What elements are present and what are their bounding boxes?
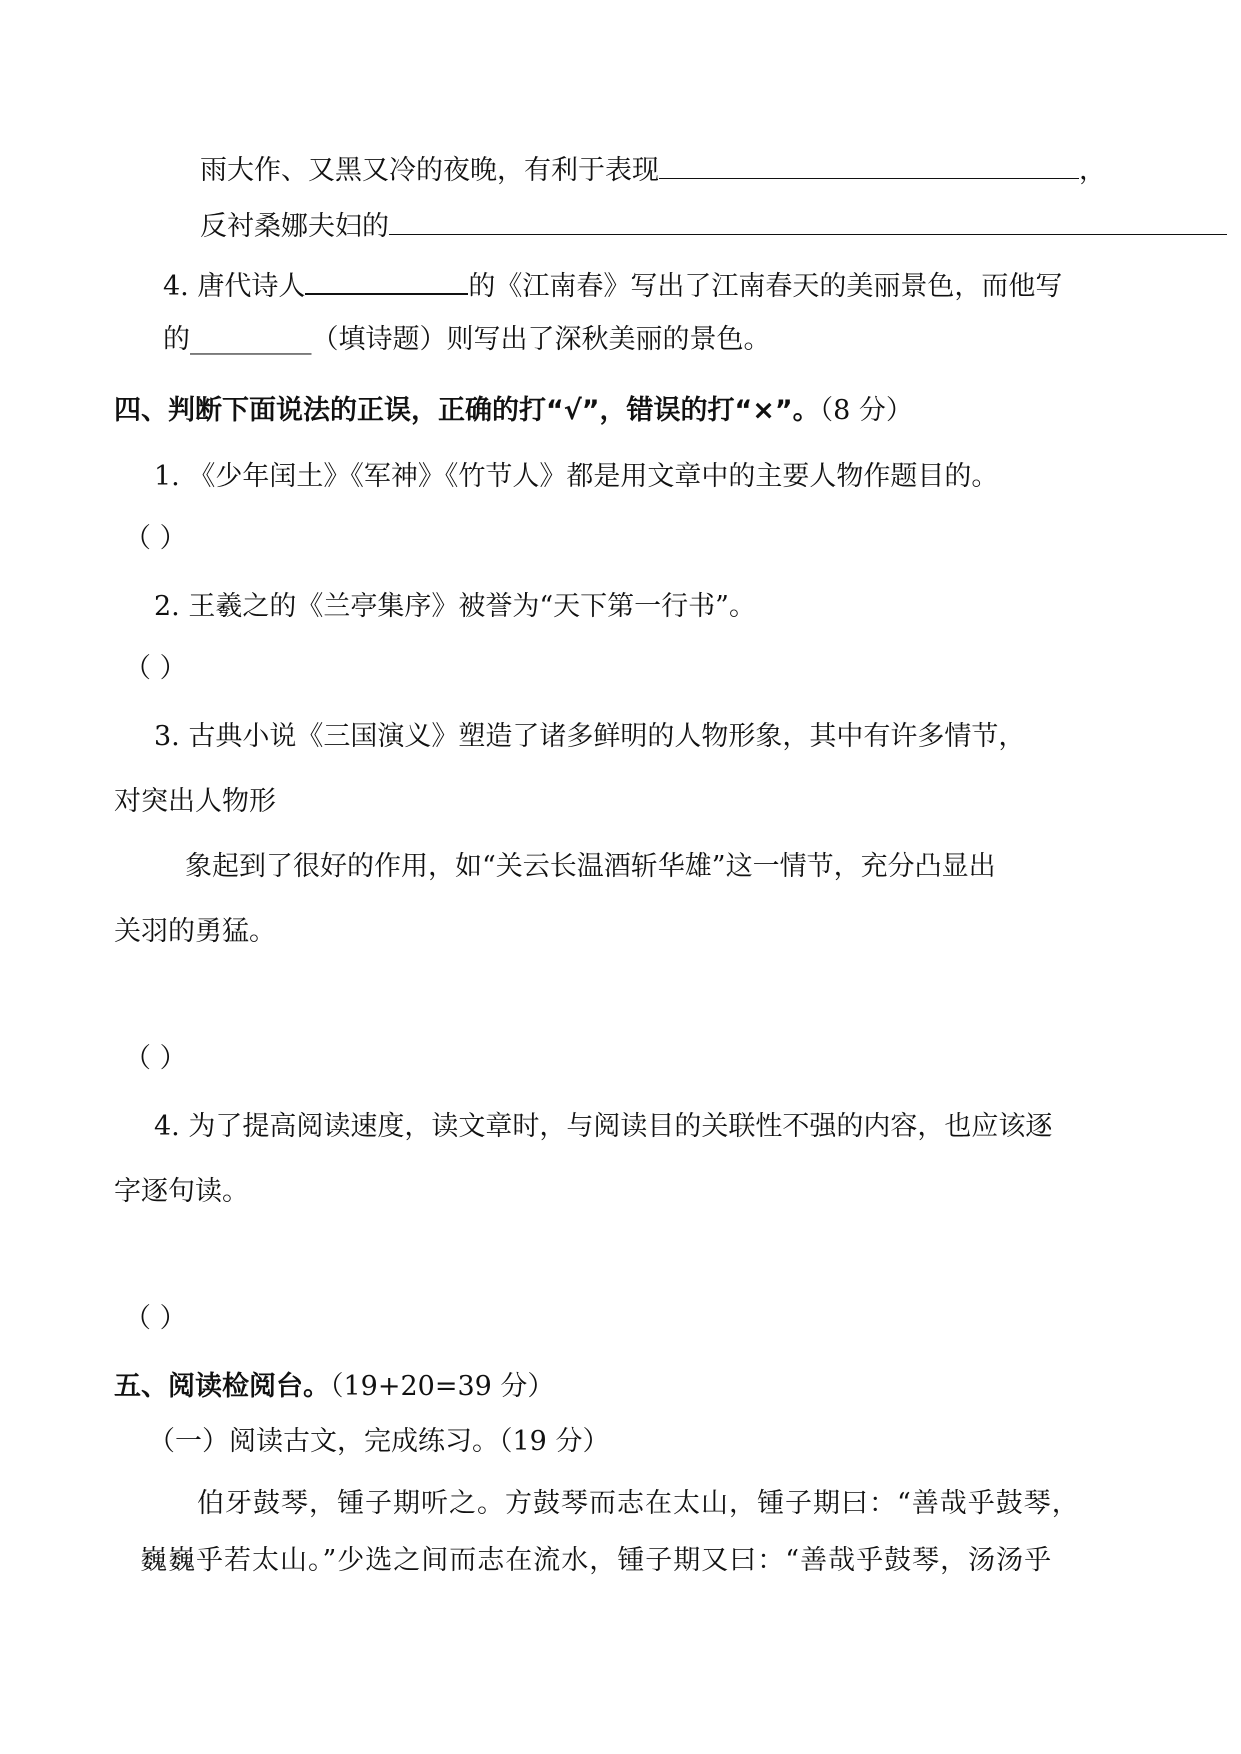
- section-5-heading-text: 五、阅读检阅台。: [114, 1371, 330, 1402]
- section-4-heading-score: （8 分）: [819, 395, 913, 426]
- classical-text-line-1: 伯牙鼓琴，锺子期听之。方鼓琴而志在太山，锺子期曰：“善哉乎鼓琴，: [197, 1488, 1080, 1519]
- judge-answer-4-paren[interactable]: （ ）: [124, 1303, 187, 1334]
- judge-question-3-line-4: 关羽的勇猛。: [114, 916, 276, 947]
- fill-line-1: [200, 152, 1106, 188]
- question-3-4-text-c: 的: [163, 324, 190, 355]
- question-3-4-text-a: 4. 唐代诗人: [163, 271, 306, 302]
- judge-answer-1-paren[interactable]: （ ）: [124, 523, 187, 554]
- answer-blank-poet[interactable]: [305, 267, 468, 295]
- judge-question-3-line-3: 象起到了很好的作用，如“关云长温酒斩华雄”这一情节，充分凸显出: [185, 851, 996, 882]
- judge-question-3-line-2: 对突出人物形: [114, 786, 276, 817]
- question-3-4-line-1: [163, 267, 1062, 304]
- answer-blank[interactable]: [659, 152, 1079, 179]
- judge-question-4-line-1: 4. 为了提高阅读速度，读文章时，与阅读目的关联性不强的内容，也应该逐: [154, 1111, 1053, 1142]
- answer-blank[interactable]: [389, 208, 1227, 235]
- fill-line-2-text: 反衬桑娜夫妇的: [200, 211, 389, 242]
- judge-question-3-line-1: 3. 古典小说《三国演义》塑造了诸多鲜明的人物形象，其中有许多情节，: [154, 721, 1026, 752]
- judge-answer-2-paren[interactable]: （ ）: [124, 653, 187, 684]
- classical-text-line-2: 巍巍乎若太山。”少选之间而志在流水，锺子期又曰：“善哉乎鼓琴，汤汤乎: [140, 1545, 1053, 1576]
- fill-line-1-end: ，: [1079, 155, 1106, 186]
- judge-question-2: 2. 王羲之的《兰亭集序》被誉为“天下第一行书”。: [154, 591, 756, 622]
- judge-answer-3-paren[interactable]: （ ）: [124, 1043, 187, 1074]
- section-4-heading-text: 四、判断下面说法的正误，正确的打“√”，错误的打“×”。: [114, 395, 820, 426]
- fill-line-1-text: 雨大作、又黑又冷的夜晚，有利于表现: [200, 155, 659, 186]
- question-3-4-line-2: [163, 323, 771, 357]
- question-3-4-text-b: 的《江南春》写出了江南春天的美丽景色，而他写: [468, 271, 1063, 302]
- section-5-heading: [114, 1370, 554, 1404]
- answer-blank-poem-title[interactable]: _________: [190, 324, 312, 355]
- section-5-heading-score: （19+20=39 分）: [330, 1371, 555, 1402]
- judge-question-4-line-2: 字逐句读。: [114, 1176, 249, 1207]
- section-5-subheading: （一）阅读古文，完成练习。（19 分）: [148, 1426, 610, 1457]
- question-3-4-text-d: （填诗题）则写出了深秋美丽的景色。: [311, 324, 771, 355]
- fill-line-2: [200, 208, 1227, 244]
- section-4-heading: [114, 394, 913, 428]
- judge-question-1: 1. 《少年闰土》《军神》《竹节人》都是用文章中的主要人物作题目的。: [154, 461, 999, 492]
